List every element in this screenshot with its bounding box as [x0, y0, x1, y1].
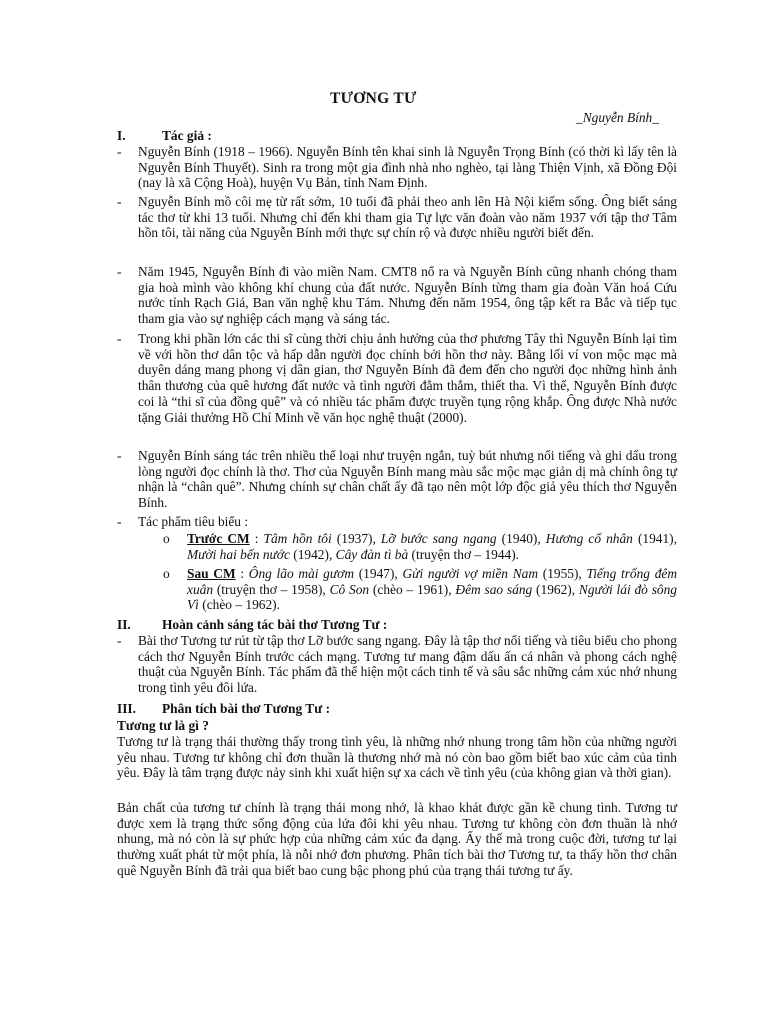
work-meta: (1937),	[331, 531, 381, 546]
list-item	[117, 448, 677, 511]
dash-bullet: -	[117, 331, 122, 346]
list-item	[117, 194, 677, 241]
work-title: Ông lão mài gươm	[248, 566, 354, 581]
work-meta: (1941),	[632, 531, 677, 546]
separator: :	[235, 566, 249, 581]
list-item	[117, 331, 677, 425]
work-title: Tiếng trống đêm xuân	[187, 566, 678, 597]
section-heading-analysis	[117, 701, 330, 717]
list-item-text: Năm 1945, Nguyễn Bính đi vào miền Nam. CMT8 nổ ra và Nguyễn Bính cũng nhanh chóng tham gia hoà mình vào không khí chung của đất nước. Nguyễn Bính từng tham gia đoàn Văn hoá Cứu nước tỉnh Rạch Giá, Ban văn nghệ khu Tám. Nhưng đến năm 1954, ông tập kết ra Bắc và tiếp tục tham gia vào sự nghiệp cách mạng và sáng tác.	[138, 264, 677, 327]
work-meta: (1942),	[289, 546, 336, 562]
work-title: Lỡ bước sang ngang	[380, 531, 497, 546]
work-title: Đêm sao sáng	[455, 581, 533, 597]
paragraph: Tương tư là trạng thái thường thấy trong tình yêu, là những nhớ nhung trong tâm hồn của những người yêu nhau. Tương tư không chỉ đơn thuần là thương nhớ mà nó còn bao gồm biết bao xúc cảm của tình yêu. Đây là tâm trạng được nảy sinh khi xuất hiện sự xa cách về tình yêu (của không gian và thời gian).	[117, 734, 677, 781]
dash-bullet: -	[117, 514, 122, 529]
section-title: Hoàn cảnh sáng tác bài thơ Tương Tư :	[162, 617, 388, 632]
works-label: Sau CM	[187, 566, 236, 581]
list-item-text: Nguyễn Bính sáng tác trên nhiều thể loại như truyện ngắn, tuỳ bút nhưng nổi tiếng và ghi dấu trong lòng người đọc chính là thơ. Thơ của Nguyễn Bính mang màu sắc mộc mạc giản dị mà chính ông tự nhận là “chân quê”. Nhưng chính sự chân chất ấy đã tạo nên một lớp độc giả yêu thích thơ Nguyễn Bính.	[138, 448, 677, 511]
work-meta: (1940),	[496, 531, 546, 546]
list-item-text: Nguyễn Bính mồ côi mẹ từ rất sớm, 10 tuổi đã phải theo anh lên Hà Nội kiếm sống. Ông biết sáng tác thơ từ khi 13 tuổi. Nhưng chỉ đến khi tham gia Tự lực văn đoàn vào năm 1937 với tập thơ Tâm hồn tôi, tài năng của Nguyễn Bính mới thực sự chín rộ và được nhiều người biết đến.	[138, 194, 677, 241]
list-item	[117, 633, 677, 696]
work-meta: (1955),	[538, 566, 587, 581]
list-item-text: Nguyễn Bính (1918 – 1966). Nguyễn Bính tên khai sinh là Nguyễn Trọng Bính (có thời kì lấy tên là Nguyễn Bính Thuyết). Sinh ra trong một gia đình nhà nho nghèo, tại làng Thiện Vịnh, xã Đồng Đội (nay là xã Cộng Hoà), huyện Vụ Bản, tỉnh Nam Định.	[138, 144, 677, 191]
dash-bullet: -	[117, 194, 122, 209]
list-item	[117, 264, 677, 327]
section-title: Phân tích bài thơ Tương Tư :	[162, 701, 331, 716]
section-title: Tác giả :	[162, 128, 212, 143]
work-meta: (truyện thơ – 1958),	[213, 581, 330, 597]
works-text	[187, 531, 677, 562]
circle-bullet: o	[163, 566, 170, 581]
works-after-revolution	[163, 566, 677, 613]
subheading: Tương tư là gì ?	[117, 718, 209, 733]
work-meta: (truyện thơ – 1944).	[408, 546, 520, 562]
list-item-text: Trong khi phần lớn các thi sĩ cùng thời chịu ảnh hưởng của thơ phương Tây thì Nguyễn Bính lại tìm về với hồn thơ dân tộc và hấp dẫn người đọc chính bởi hồn thơ này. Bằng lối ví von mộc mạc mà duyên dáng mang phong vị dân gian, thơ Nguyễn Bính đã đem đến cho người đọc những hình ảnh thân thương của quê hương đất nước và tình người đằm thắm, thiết tha. Vì thế, Nguyễn Bính được coi là “thi sĩ của đồng quê” và có nhiều tác phẩm được truyền tụng rộng khắp. Ông được Nhà nước tặng Giải thưởng Hồ Chí Minh về văn học nghệ thuật (2000).	[138, 331, 677, 425]
list-item	[117, 514, 677, 530]
dash-bullet: -	[117, 144, 122, 159]
work-title: Gửi người vợ miền Nam	[402, 566, 539, 581]
section-number: I.	[117, 128, 126, 143]
separator: :	[249, 531, 264, 546]
list-item-text: Tác phẩm tiêu biểu :	[138, 514, 249, 529]
works-before-revolution	[163, 531, 677, 562]
work-meta: (1947),	[354, 566, 403, 581]
dash-bullet: -	[117, 448, 122, 463]
work-title: Mười hai bến nước	[187, 546, 290, 562]
work-meta: (chèo – 1961),	[369, 581, 456, 597]
dash-bullet: -	[117, 264, 122, 279]
work-title: Hương cố nhân	[545, 531, 633, 546]
work-title: Cô Son	[329, 581, 370, 597]
work-meta: (chèo – 1962).	[198, 597, 280, 613]
section-heading-author	[117, 128, 212, 144]
list-item	[117, 144, 677, 191]
work-title: Cây đàn tì bà	[335, 546, 409, 562]
list-item-text: Bài thơ Tương tư rút từ tập thơ Lỡ bước sang ngang. Đây là tập thơ nổi tiếng và tiêu biểu cho phong cách thơ Nguyễn Bính trước cách mạng. Tương tư mang đậm dấu ấn cá nhân và phong cách nghệ thuật của Nguyễn Bính. Tác phẩm đã thể hiện một cách tinh tế và sâu sắc những cảm xúc nhớ nhung trong tình yêu đôi lứa.	[138, 633, 677, 696]
section-number: III.	[117, 701, 136, 716]
circle-bullet: o	[163, 531, 170, 546]
author-name: _Nguyễn Bính_	[576, 110, 659, 125]
work-meta: (1962),	[532, 581, 579, 597]
section-number: II.	[117, 617, 131, 632]
works-text	[187, 566, 677, 613]
section-heading-context	[117, 617, 387, 633]
work-title: Tâm hồn tôi	[263, 531, 332, 546]
works-label: Trước CM	[187, 531, 250, 546]
work-title: Người lái đò sông Vì	[187, 581, 677, 613]
document-title: TƯƠNG TƯ	[330, 90, 417, 107]
dash-bullet: -	[117, 633, 122, 648]
paragraph: Bản chất của tương tư chính là trạng thái mong nhớ, là khao khát được gần kề chung tình. Tương tư được xem là trạng thức sống động của lứa đôi khi yêu nhau. Tương tư không còn đơn thuần là nhớ nhung, mà nó còn là sự phức hợp của những cảm xúc đa dạng. Ấy thế mà trong cuộc đời, tương tư lại thường xuất phát từ một phía, là nỗi nhớ đơn phương. Phân tích bài thơ Tương tư, ta thấy hồn thơ chân quê Nguyễn Bính đã trải qua biết bao cung bậc phong phú của trạng thái tương tư ấy.	[117, 800, 677, 878]
